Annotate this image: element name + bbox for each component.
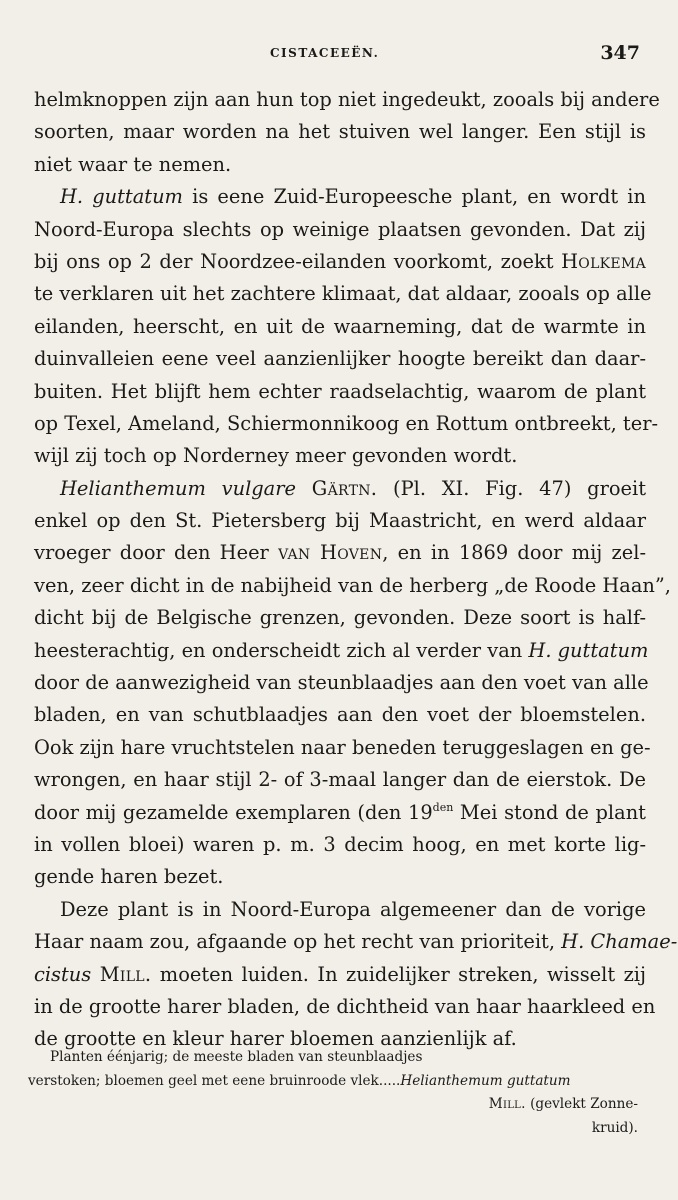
body-text [34, 84, 678, 1056]
text-line: bladen, en van schutblaadjes aan den voet der bloemstelen. [34, 703, 646, 727]
text-line: ven, zeer dicht in de nabijheid van de herberg „de Roode Haan”, [34, 573, 671, 597]
text-line [34, 473, 646, 505]
text-span: verstoken; bloemen geel met eene bruinroode vlek..... [28, 1072, 401, 1089]
text-line: wijl zij toch op Norderney meer gevonden wordt. [34, 444, 518, 468]
text-span: (Pl. XI. Fig. 47) groeit [377, 476, 646, 500]
species-name: Helianthemum guttatum [400, 1072, 571, 1089]
text-line: in de grootte harer bladen, de dichtheid van haar haarkleed en [34, 994, 656, 1018]
text-line: dicht bij de Belgische grenzen, gevonden. Deze soort is half- [34, 606, 646, 630]
text-line: buiten. Het blijft hem echter raadselachtig, waarom de plant [34, 379, 646, 403]
text-line [34, 181, 646, 213]
text-line: enkel op den St. Pietersberg bij Maastricht, en werd aldaar [34, 509, 646, 533]
text-span: vroeger door den Heer [34, 541, 279, 565]
footnote [28, 1046, 642, 1140]
text-line: niet waar te nemen. [34, 152, 232, 176]
text-span: , en in 1869 door mij zel- [382, 541, 646, 565]
text-line [34, 537, 646, 569]
ordinal-suffix: den [432, 800, 454, 814]
text-line: gende haren bezet. [34, 865, 224, 889]
text-line: op Texel, Ameland, Schiermonnikoog en Rottum ontbreekt, ter- [34, 411, 659, 435]
running-head: CISTACEEËN. [270, 46, 380, 60]
species-name: H. Chamae- [561, 930, 678, 954]
text-line: de grootte en kleur harer bloemen aanzienlijk af. [34, 1027, 517, 1051]
text-line: eilanden, heerscht, en uit de waarneming, dat de warmte in [34, 314, 646, 338]
text-span: Haar naam zou, afgaande op het recht van prioriteit, [34, 930, 562, 954]
text-line: duinvalleien eene veel aanzienlijker hoogte bereikt dan daar- [34, 347, 646, 371]
footnote-line [28, 1070, 642, 1094]
text-span: Mei stond de plant [453, 800, 646, 824]
text-line: soorten, maar worden na het stuiven wel langer. Een stijl is [34, 120, 646, 144]
person-name: van Hoven [278, 541, 383, 565]
text-line: helmknoppen zijn aan hun top niet ingedeukt, zooals bij andere [34, 88, 660, 111]
footnote-line: kruid). [591, 1119, 638, 1136]
text-span: door mij gezamelde exemplaren (den 19 [34, 800, 433, 824]
text-span: bij ons op 2 der Noordzee-eilanden voorkomt, zoekt [34, 249, 562, 273]
species-name: cistus [34, 962, 92, 986]
text-line [34, 959, 646, 991]
footnote-line [28, 1093, 642, 1117]
text-line: door de aanwezigheid van steunblaadjes aan den voet van alle [34, 671, 649, 695]
footnote-line: Planten éénjarig; de meeste bladen van steunblaadjes [50, 1049, 423, 1065]
text-span: heesterachtig, en onderscheidt zich al verder van [34, 638, 529, 662]
text-line: te verklaren uit het zachtere klimaat, dat aldaar, zooals op alle [34, 282, 652, 306]
species-name: H. guttatum [60, 185, 183, 209]
text-line [34, 246, 646, 278]
text-span: is eene Zuid-Europeesche plant, en wordt in [182, 185, 646, 209]
page-number: 347 [600, 42, 640, 64]
author-abbrev: Gärtn. [311, 476, 378, 500]
text-line [34, 926, 678, 958]
text-line: Noord-Europa slechts op weinige plaatsen gevonden. Dat zij [34, 217, 646, 241]
text-line: Ook zijn hare vruchtstelen naar beneden teruggeslagen en ge- [34, 735, 651, 759]
text-line [34, 635, 649, 667]
author-abbrev: Mill. [99, 962, 152, 986]
text-span: (gevlekt Zonne- [525, 1096, 638, 1112]
species-name: Helianthemum vulgare [60, 476, 296, 500]
text-line: Deze plant is in Noord-Europa algemeener dan de vorige [60, 897, 646, 921]
author-abbrev: Mill. [488, 1096, 526, 1112]
text-span: moeten luiden. In zuidelijker streken, wisselt zij [151, 962, 647, 986]
species-name: H. guttatum [528, 638, 649, 662]
text-line: in vollen bloei) waren p. m. 3 decim hoog, en met korte lig- [34, 832, 646, 856]
text-line [34, 797, 646, 829]
page-header [0, 42, 678, 70]
text-line: wrongen, en haar stijl 2- of 3-maal langer dan de eierstok. De [34, 768, 646, 792]
author-name: Holkema [561, 249, 646, 273]
